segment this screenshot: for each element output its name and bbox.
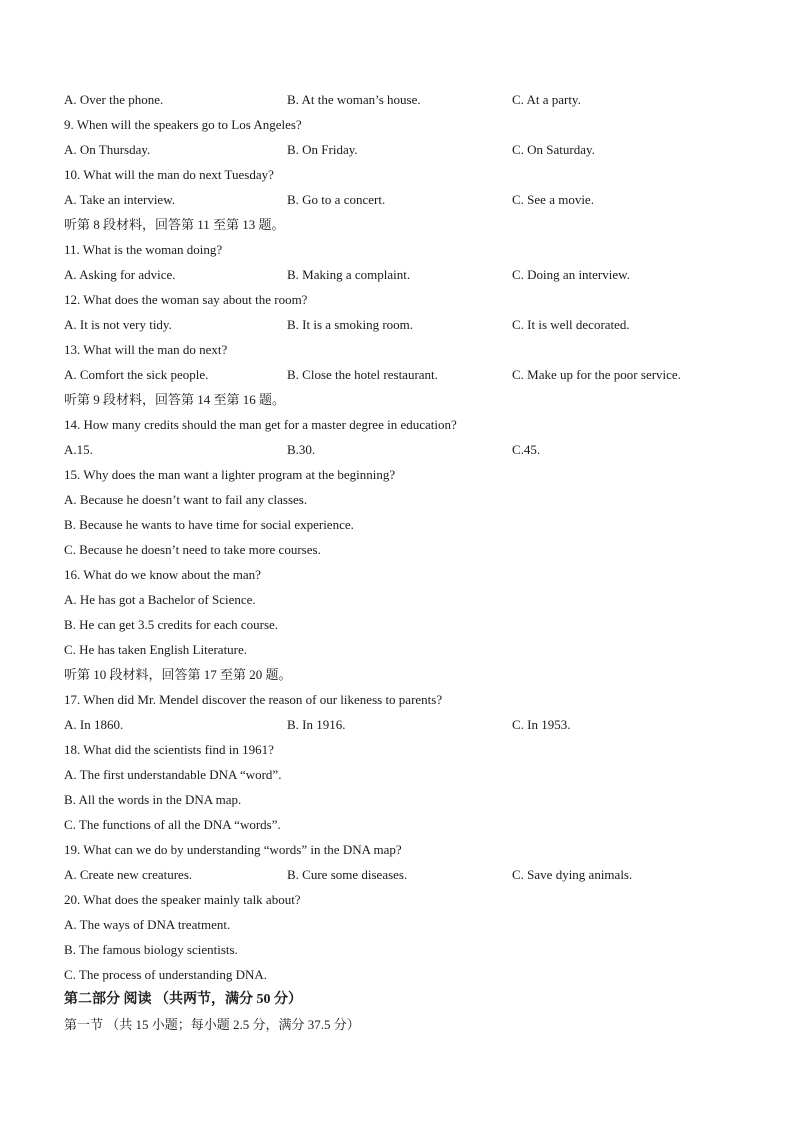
q8-options-row <box>64 87 744 112</box>
q15-option-a: A. Because he doesn’t want to fail any classes. <box>64 492 308 507</box>
q10-question: 10. What will the man do next Tuesday? <box>64 167 274 182</box>
q9-options-row <box>64 137 744 162</box>
q14-options-row <box>64 437 744 462</box>
q19-option-c: C. Save dying animals. <box>512 867 633 882</box>
q13-options-row <box>64 362 744 387</box>
q20-option-c: C. The process of understanding DNA. <box>64 967 268 982</box>
q16-option-b: B. He can get 3.5 credits for each course. <box>64 617 279 632</box>
q16-option-c: C. He has taken English Literature. <box>64 642 248 657</box>
q12-option-a: A. It is not very tidy. <box>64 317 172 332</box>
q17-option-c: C. In 1953. <box>512 717 571 732</box>
q13-question: 13. What will the man do next? <box>64 342 228 357</box>
instruction-passage-10: 听第 10 段材料，回答第 17 至第 20 题。 <box>64 667 292 682</box>
q12-option-c: C. It is well decorated. <box>512 317 630 332</box>
q19-option-a: A. Create new creatures. <box>64 867 193 882</box>
q15-question: 15. Why does the man want a lighter program at the beginning? <box>64 467 396 482</box>
q9-option-a: A. On Thursday. <box>64 142 151 157</box>
q8-option-b: B. At the woman’s house. <box>287 92 421 107</box>
q15-option-b: B. Because he wants to have time for social experience. <box>64 517 354 532</box>
q13-option-c: C. Make up for the poor service. <box>512 367 681 382</box>
q11-question: 11. What is the woman doing? <box>64 242 223 257</box>
q17-option-a: A. In 1860. <box>64 717 124 732</box>
q16-option-a: A. He has got a Bachelor of Science. <box>64 592 256 607</box>
q17-question: 17. When did Mr. Mendel discover the reason of our likeness to parents? <box>64 692 443 707</box>
q14-option-a: A.15. <box>64 442 93 457</box>
q11-options-row <box>64 262 744 287</box>
q9-option-c: C. On Saturday. <box>512 142 595 157</box>
q16-question: 16. What do we know about the man? <box>64 567 261 582</box>
exam-page <box>64 87 744 1037</box>
q11-option-a: A. Asking for advice. <box>64 267 176 282</box>
q10-option-b: B. Go to a concert. <box>287 192 386 207</box>
q20-option-b: B. The famous biology scientists. <box>64 942 238 957</box>
q11-option-b: B. Making a complaint. <box>287 267 411 282</box>
q14-question: 14. How many credits should the man get for a master degree in education? <box>64 417 457 432</box>
part2-title: 第二部分 阅读 （共两节，满分 50 分） <box>64 992 302 1007</box>
q19-option-b: B. Cure some diseases. <box>287 867 408 882</box>
q14-option-b: B.30. <box>287 442 316 457</box>
q11-option-c: C. Doing an interview. <box>512 267 630 282</box>
q10-option-c: C. See a movie. <box>512 192 594 207</box>
q8-option-c: C. At a party. <box>512 92 581 107</box>
q8-option-a: A. Over the phone. <box>64 92 164 107</box>
q9-option-b: B. On Friday. <box>287 142 358 157</box>
q15-option-c: C. Because he doesn’t need to take more courses. <box>64 542 321 557</box>
q18-question: 18. What did the scientists find in 1961? <box>64 742 274 757</box>
q20-option-a: A. The ways of DNA treatment. <box>64 917 231 932</box>
part2-section1-heading: 第一节 （共 15 小题；每小题 2.5 分，满分 37.5 分） <box>64 1017 360 1032</box>
q20-question: 20. What does the speaker mainly talk about? <box>64 892 301 907</box>
q17-options-row <box>64 712 744 737</box>
q12-question: 12. What does the woman say about the room? <box>64 292 308 307</box>
q10-options-row <box>64 187 744 212</box>
q12-options-row <box>64 312 744 337</box>
q10-option-a: A. Take an interview. <box>64 192 175 207</box>
q19-options-row <box>64 862 744 887</box>
q12-option-b: B. It is a smoking room. <box>287 317 414 332</box>
q18-option-c: C. The functions of all the DNA “words”. <box>64 817 281 832</box>
q18-option-a: A. The first understandable DNA “word”. <box>64 767 282 782</box>
q9-question: 9. When will the speakers go to Los Angeles? <box>64 117 302 132</box>
q17-option-b: B. In 1916. <box>287 717 346 732</box>
q18-option-b: B. All the words in the DNA map. <box>64 792 242 807</box>
q19-question: 19. What can we do by understanding “words” in the DNA map? <box>64 842 402 857</box>
q14-option-c: C.45. <box>512 442 541 457</box>
instruction-passage-9: 听第 9 段材料，回答第 14 至第 16 题。 <box>64 392 286 407</box>
instruction-passage-8: 听第 8 段材料，回答第 11 至第 13 题。 <box>64 217 285 232</box>
q13-option-b: B. Close the hotel restaurant. <box>287 367 438 382</box>
q13-option-a: A. Comfort the sick people. <box>64 367 209 382</box>
